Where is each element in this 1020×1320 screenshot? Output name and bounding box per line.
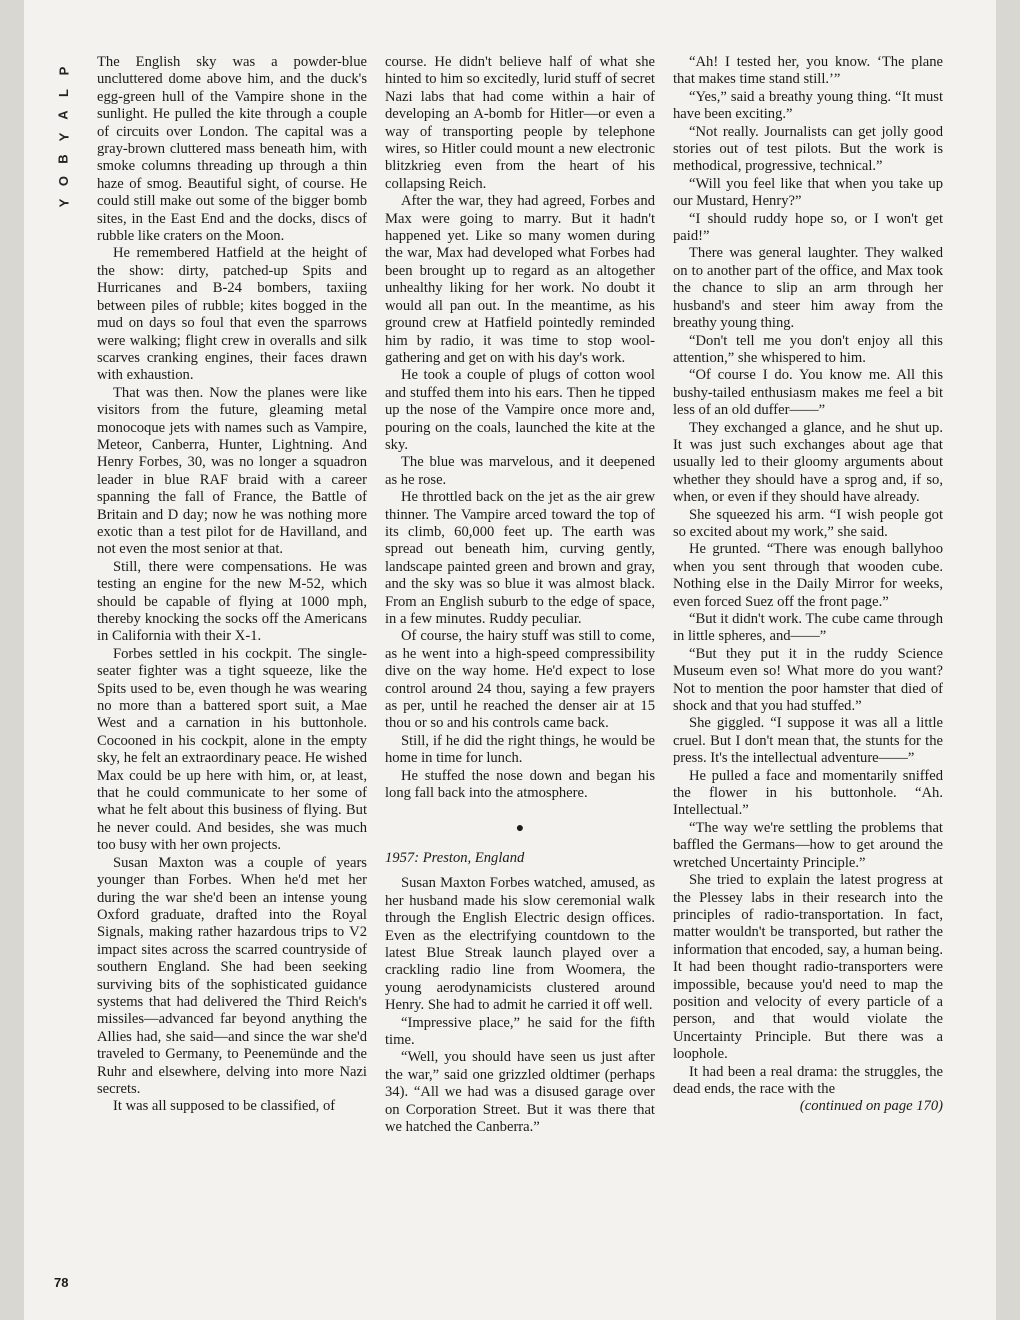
paragraph: He took a couple of plugs of cotton wool and stuffed them into his ears. Then he tipped up the nose of the Vampire once more and, pouring on the coals, launched the kite at the sky.	[385, 367, 655, 453]
continued-note: (continued on page 170)	[799, 1098, 943, 1115]
section-dateline: 1957: Preston, England	[385, 849, 525, 866]
paragraph: “But they put it in the ruddy Science Museum even so! What more do you want? Not to mention the poor hamster that died of shock and that you had stuffed.”	[673, 645, 943, 715]
paragraph: “Not really. Journalists can get jolly good stories out of test pilots. But the work is methodical, progressive, technical.”	[673, 123, 943, 175]
column-3	[673, 54, 943, 1116]
masthead-letter: P	[55, 66, 71, 76]
paragraph: “Well, you should have seen us just after the war,” said one grizzled oldtimer (perhaps 34). “All we had was a disused garage over on Corporation Street. But it was there that we hatched the Canberra.”	[385, 1049, 655, 1135]
paragraph: “But it didn't work. The cube came through in little spheres, and——”	[673, 611, 943, 645]
paragraph: “Will you feel like that when you take up our Mustard, Henry?”	[673, 175, 943, 210]
masthead-letter: O	[56, 175, 71, 187]
paragraph: “Yes,” said a breathy young thing. “It must have been exciting.”	[673, 88, 943, 123]
paragraph: They exchanged a glance, and he shut up. It was just such exchanges about age that usually led to their gloomy arguments about whether they should have a sprog and, if so, when, or even if they should have already.	[673, 419, 943, 506]
masthead-letter: B	[55, 154, 71, 164]
paragraph: She tried to explain the latest progress at the Plessey labs in their research into the principles of radio-transportation. In fact, matter wouldn't be transported, but rather the information that encoded, say, a human being. It had been thought radio-transporters were impossible, because you'd need to map the position and velocity of every particle of a person, and that would violate the Uncertainty Principle. But there was a loophole.	[673, 872, 943, 1063]
paragraph: Susan Maxton Forbes watched, amused, as her husband made his slow ceremonial walk through the English Electric design offices. Even as the electrifying countdown to the latest Blue Streak launch played over a crackling radio line from Woomera, the young aerodynamicists clustered around Henry. She had to admit he carried it off well.	[385, 875, 655, 1014]
paragraph: “The way we're settling the problems that baffled the Germans—how to get around the wretched Uncertainty Principle.”	[673, 819, 943, 871]
paragraph: Still, if he did the right things, he would be home in time for lunch.	[385, 732, 655, 767]
paragraph: It was all supposed to be classified, of	[113, 1098, 336, 1115]
paragraph: He remembered Hatfield at the height of the show: dirty, patched-up Spits and Hurricanes and B-24 bombers, taxiing between piles of rubble; kites bogged in the mud on days so foul that even the sparrows were walking; flight crew in overalls and silk scarves cranking engines, their faces drawn with exhaustion.	[97, 245, 367, 384]
paragraph: The English sky was a powder-blue uncluttered dome above him, and the duck's egg-green hull of the Vampire shone in the sunlight. He pulled the kite through a couple of circuits over London. The capital was a gray-brown cluttered mass beneath him, with smoke columns threading up through a thin haze of smog. Beautiful sight, of course. He could still make out some of the bigger bomb sites, in the East End and the docks, discs of rubble like craters on the Moon.	[97, 54, 367, 245]
paragraph: Still, there were compensations. He was testing an engine for the new M-52, which should be capable of flying at 1000 mph, thereby knocking the socks off the Americans in California with their X-1.	[97, 558, 367, 645]
paragraph: course. He didn't believe half of what she hinted to him so excitedly, lurid stuff of secret Nazi labs that had come within a hair of developing an A-bomb for Hitler—or even a way of transporting people by telephone wires, so Hitler could mount a new electronic blitzkrieg even from the heart of his collapsing Reich.	[385, 54, 655, 192]
paragraph: The blue was marvelous, and it deepened as he rose.	[385, 454, 655, 488]
paragraph: He grunted. “There was enough ballyhoo when you sent through that wooden cube. Nothing else in the Daily Mirror for weeks, even forced Suez off the front page.”	[673, 541, 943, 610]
paragraph: She giggled. “I suppose it was all a little cruel. But I don't mean that, the stunts for the press. It's the intellectual adventure——”	[673, 715, 943, 767]
page-number: 78	[54, 1275, 69, 1290]
paragraph: He stuffed the nose down and began his long fall back into the atmosphere.	[385, 767, 655, 802]
masthead-letter: Y	[55, 132, 71, 142]
paragraph: Of course, the hairy stuff was still to come, as he went into a high-speed compressibility dive on the way home. He'd expect to lose control around 24 thou, saying a few prayers as per, until he reached the denser air at 15 thou or so and his controls came back.	[385, 628, 655, 732]
masthead-letter: A	[55, 110, 71, 120]
section-break-bullet: ●	[515, 821, 525, 837]
paragraph: Forbes settled in his cockpit. The single-seater fighter was a tight squeeze, like the Spits used to be, even though he was wearing no more than a battered sport suit, a Mae West and a carnation in his buttonhole. Cocooned in his cockpit, alone in the empty sky, he felt an extraordinary peace. He wished Max could be up here with him, or, at least, that he could communicate to her some of what he felt about this business of flying. But he never could. And besides, she was much too busy with her own projects.	[97, 645, 367, 854]
masthead-playboy	[54, 60, 74, 214]
paragraph: “I should ruddy hope so, or I won't get paid!”	[673, 210, 943, 245]
paragraph: He pulled a face and momentarily sniffed the flower in his buttonhole. “Ah. Intellectual.”	[673, 767, 943, 819]
paragraph: He throttled back on the jet as the air grew thinner. The Vampire arced toward the top of its climb, 60,000 feet up. The earth was spread out beneath him, curving gently, landscape painted green and brown and gray, and the sky was so blue it was almost black. From an English suburb to the edge of space, in a few minutes. Ruddy peculiar.	[385, 489, 655, 627]
column-1	[97, 54, 367, 1116]
paragraph: She squeezed his arm. “I wish people got so excited about my work,” she said.	[673, 506, 943, 540]
masthead-letter: Y	[55, 198, 71, 208]
paragraph: “Of course I do. You know me. All this bushy-tailed enthusiasm makes me feel a bit less of an old duffer——”	[673, 367, 943, 419]
column-2	[385, 54, 655, 1136]
paragraph: That was then. Now the planes were like visitors from the future, gleaming metal monocoque jets with names such as Vampire, Meteor, Canberra, Hunter, Lightning. And Henry Forbes, 30, was no longer a squadron leader in blue RAF braid with a career spanning the fall of France, the Battle of Britain and D day; now he was nothing more exotic than a test pilot for de Havilland, and not even the most senior at that.	[97, 384, 367, 558]
paragraph: “Impressive place,” he said for the fifth time.	[385, 1014, 655, 1048]
paragraph: There was general laughter. They walked on to another part of the office, and Max took the chance to slip an arm through her husband's and steer him away from the breathy young thing.	[673, 245, 943, 332]
magazine-page	[24, 0, 996, 1320]
paragraph: Susan Maxton was a couple of years younger than Forbes. When he'd met her during the war she'd been an intense young Oxford graduate, drafted into the Royal Signals, making rather hazardous trips to V2 impact sites across the scarred countryside of southern England. She had been seeking surviving bits of the sophisticated guidance systems that had delivered the Third Reich's missiles—advanced far beyond anything the Allies had, she said—and since the war she'd traveled to Germany, to Peenemünde and the Ruhr and elsewhere, delving into more Nazi secrets.	[97, 854, 367, 1097]
paragraph: “Ah! I tested her, you know. ‘The plane that makes time stand still.’”	[673, 54, 943, 88]
paragraph: It had been a real drama: the struggles, the dead ends, the race with the	[673, 1063, 943, 1097]
paragraph: “Don't tell me you don't enjoy all this attention,” she whispered to him.	[673, 332, 943, 366]
paragraph: After the war, they had agreed, Forbes and Max were going to marry. But it hadn't happened yet. Like so many women during the war, Max had developed what Forbes had been brought up to regard as an altogether unhealthy liking for her work. No doubt it would all pan out. In the meantime, as his ground crew at Hatfield pointedly reminded him by radio, it was time to stop wool-gathering and get on with his day's work.	[385, 193, 655, 366]
masthead-letter: L	[55, 89, 71, 97]
